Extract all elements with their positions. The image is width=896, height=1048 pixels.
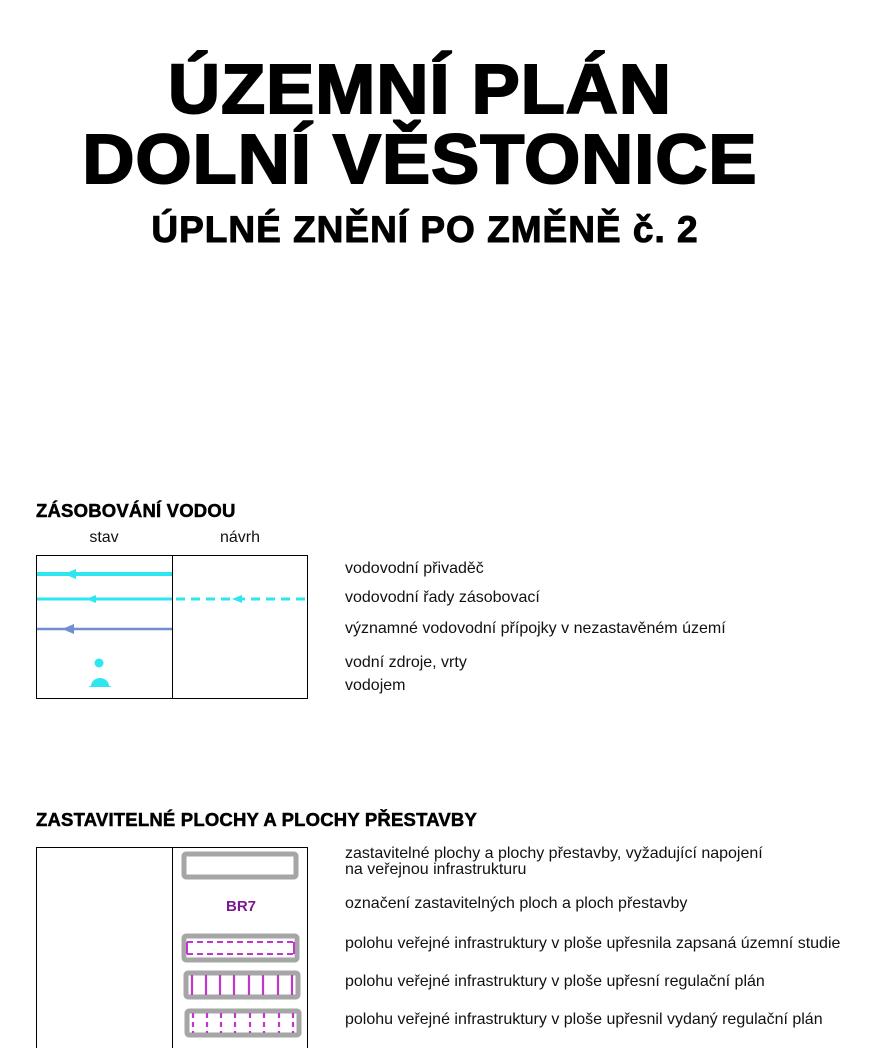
connection-line-icon [37, 624, 172, 634]
development-symbols [172, 847, 312, 1048]
study-refined-icon [184, 936, 297, 960]
supply-main-line-icon [37, 569, 172, 579]
legend-label-water-sources: vodní zdroje, vrty [345, 654, 467, 671]
legend-label-regulation-issued: polohu veřejné infrastruktury v ploše upřesnil vydaný regulační plán [345, 1011, 823, 1028]
column-header-navrh: návrh [219, 529, 261, 546]
regulation-plan-issued-icon [187, 1011, 299, 1035]
reservoir-dome-icon [89, 678, 111, 687]
legend-label-development-area-1: zastavitelné plochy a plochy přestavby, vyžadující napojení [345, 845, 763, 862]
legend-label-supply-distribution: vodovodní řady zásobovací [345, 589, 540, 606]
supply-distribution-line-icon [37, 595, 308, 603]
water-supply-title: ZÁSOBOVÁNÍ VODOU [36, 500, 236, 521]
legend-label-area-code: označení zastavitelných ploch a ploch přestavby [345, 895, 688, 912]
legend-label-reservoir: vodojem [345, 677, 406, 694]
column-header-stav: stav [89, 529, 119, 546]
development-areas-title: ZASTAVITELNÉ PLOCHY A PLOCHY PŘESTAVBY [36, 809, 478, 830]
area-code-label: BR7 [225, 898, 256, 915]
water-supply-symbols [36, 555, 316, 699]
title-line-2: DOLNÍ VĚSTONICE [82, 120, 758, 198]
legend-label-supply-main: vodovodní přivaděč [345, 560, 484, 577]
water-source-dot-icon [95, 659, 104, 668]
legend-label-study-refined: polohu veřejné infrastruktury v ploše upřesnila zapsaná územní studie [345, 935, 841, 952]
subtitle: ÚPLNÉ ZNĚNÍ PO ZMĚNĚ č. 2 [151, 209, 699, 250]
development-area-outline-icon [184, 854, 296, 877]
legend-label-connections: významné vodovodní přípojky v nezastavěném území [345, 620, 726, 637]
legend-label-regulation-pending: polohu veřejné infrastruktury v ploše upřesní regulační plán [345, 973, 765, 990]
legend-label-development-area-2: na veřejnou infrastrukturu [345, 861, 527, 878]
title-line-1: ÚZEMNÍ PLÁN [168, 50, 672, 128]
regulation-plan-pending-icon [186, 973, 298, 997]
